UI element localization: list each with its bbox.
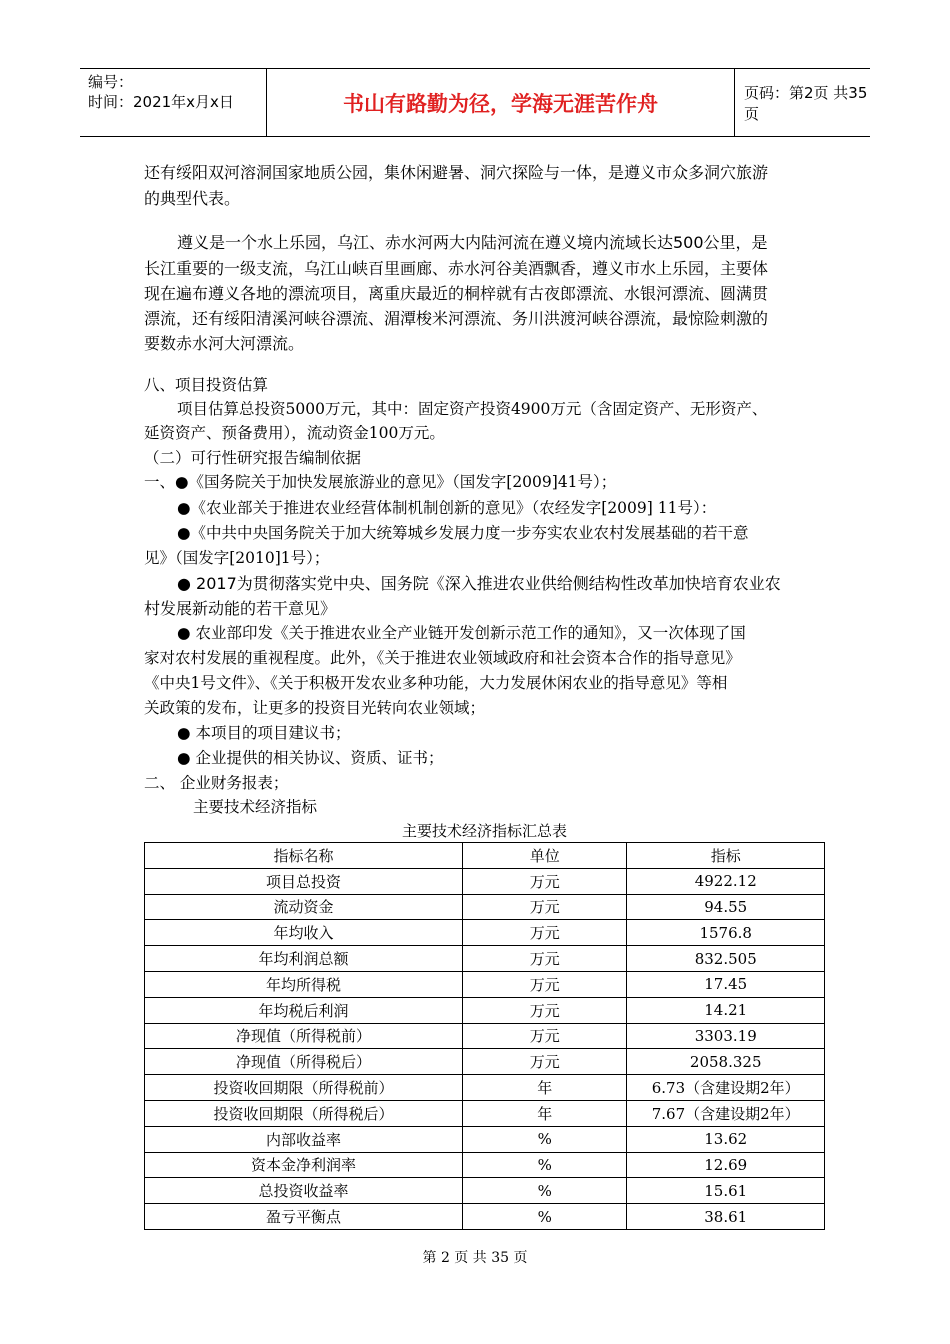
paragraph-line: 长江重要的一级支流，乌江山峡百里画廊、赤水河谷美酒飘香，遵义市水上乐园，主要体 xyxy=(144,259,769,278)
section-heading: 主要技术经济指标 xyxy=(193,798,318,816)
table-cell: 15.61 xyxy=(627,1178,825,1204)
table-cell: 3303.19 xyxy=(627,1023,825,1049)
table-cell: 万元 xyxy=(462,920,626,946)
paragraph-line: 还有绥阳双河溶洞国家地质公园，集休闲避暑、洞穴探险与一体，是遵义市众多洞穴旅游 xyxy=(144,163,769,182)
bullet-item: 一、●《国务院关于加快发展旅游业的意见》（国发字[2009]41号）； xyxy=(144,473,617,491)
table-row xyxy=(145,1100,825,1126)
column-header: 指标 xyxy=(627,843,825,869)
bullet-item: ● 企业提供的相关协议、资质、证书； xyxy=(177,749,444,767)
table-cell: 2058.325 xyxy=(627,1049,825,1075)
table-row xyxy=(145,971,825,997)
bullet-item: 《中央1号文件》、《关于积极开发农业多种功能，大力发展休闲农业的指导意见》等相 xyxy=(144,674,728,692)
table-cell: 年 xyxy=(462,1100,626,1126)
table-cell: % xyxy=(462,1126,626,1152)
table-cell: 净现值（所得税后） xyxy=(145,1049,463,1075)
table-cell: 1576.8 xyxy=(627,920,825,946)
section-heading: 二、 企业财务报表； xyxy=(144,774,289,792)
table-row xyxy=(145,1075,825,1101)
bullet-item: 关政策的发布，让更多的投资目光转向农业领域； xyxy=(144,699,486,717)
table-row xyxy=(145,920,825,946)
table-cell: 7.67（含建设期2年） xyxy=(627,1100,825,1126)
table-cell: % xyxy=(462,1152,626,1178)
table-row xyxy=(145,1023,825,1049)
table-cell: 万元 xyxy=(462,1023,626,1049)
table-cell: 年均利润总额 xyxy=(145,946,463,972)
table-cell: % xyxy=(462,1204,626,1230)
header-meta xyxy=(80,69,267,136)
bullet-item: ●《中共中央国务院关于加大统筹城乡发展力度一步夯实农业农村发展基础的若干意 xyxy=(177,524,749,542)
table-cell: 14.21 xyxy=(627,997,825,1023)
table-cell: 12.69 xyxy=(627,1152,825,1178)
bullet-item: ● 本项目的项目建议书； xyxy=(177,724,351,742)
document-number: 编号： xyxy=(88,73,134,91)
table-cell: 38.61 xyxy=(627,1204,825,1230)
paragraph-line: 现在遍布遵义各地的漂流项目，离重庆最近的桐梓就有古夜郎漂流、水银河漂流、圆满贯 xyxy=(144,284,769,303)
paragraph-line: 要数赤水河大河漂流。 xyxy=(144,334,305,353)
bullet-item: 家对农村发展的重视程度。此外，《关于推进农业领域政府和社会资本合作的指导意见》 xyxy=(144,649,741,667)
section-heading: 八、项目投资估算 xyxy=(144,376,269,394)
bullet-item: ● 农业部印发《关于推进农业全产业链开发创新示范工作的通知》，又一次体现了国 xyxy=(177,624,746,642)
table-row xyxy=(145,1126,825,1152)
table-cell: 项目总投资 xyxy=(145,868,463,894)
indicators-table xyxy=(144,842,825,1230)
table-cell: 13.62 xyxy=(627,1126,825,1152)
table-cell: 年均收入 xyxy=(145,920,463,946)
table-cell: % xyxy=(462,1178,626,1204)
table-caption: 主要技术经济指标汇总表 xyxy=(401,822,567,840)
table-cell: 万元 xyxy=(462,997,626,1023)
table-cell: 万元 xyxy=(462,971,626,997)
table-cell: 净现值（所得税前） xyxy=(145,1023,463,1049)
table-row xyxy=(145,868,825,894)
table-cell: 投资收回期限（所得税后） xyxy=(145,1100,463,1126)
table-cell: 内部收益率 xyxy=(145,1126,463,1152)
table-header-row xyxy=(145,843,825,869)
table-row xyxy=(145,946,825,972)
table-row xyxy=(145,1152,825,1178)
paragraph-line: 的典型代表。 xyxy=(144,189,241,208)
bullet-item: ● 2017为贯彻落实党中央、国务院《深入推进农业供给侧结构性改革加快培育农业农 xyxy=(177,574,781,593)
bullet-item: ●《农业部关于推进农业经营体制机制创新的意见》（农经发字[2009] 11号）： xyxy=(177,499,717,517)
paragraph-line: 延资资产、预备费用），流动资金100万元。 xyxy=(144,424,445,442)
table-cell: 盈亏平衡点 xyxy=(145,1204,463,1230)
table-cell: 万元 xyxy=(462,868,626,894)
page-footer: 第 2 页 共 35 页 xyxy=(422,1250,528,1266)
table-cell: 投资收回期限（所得税前） xyxy=(145,1075,463,1101)
table-row xyxy=(145,1049,825,1075)
table-cell: 年均税后利润 xyxy=(145,997,463,1023)
table-cell: 832.505 xyxy=(627,946,825,972)
table-cell: 万元 xyxy=(462,894,626,920)
bullet-item: 见》（国发字[2010]1号）； xyxy=(144,549,330,567)
table-row xyxy=(145,894,825,920)
table-cell: 资本金净利润率 xyxy=(145,1152,463,1178)
table-row xyxy=(145,997,825,1023)
table-cell: 总投资收益率 xyxy=(145,1178,463,1204)
table-cell: 年均所得税 xyxy=(145,971,463,997)
table-cell: 万元 xyxy=(462,1049,626,1075)
table-cell: 94.55 xyxy=(627,894,825,920)
table-cell: 年 xyxy=(462,1075,626,1101)
page-header xyxy=(80,68,870,137)
document-time: 时间：2021年x月x日 xyxy=(88,93,234,111)
column-header: 单位 xyxy=(462,843,626,869)
table-row xyxy=(145,1178,825,1204)
bullet-item: 村发展新动能的若干意见》 xyxy=(144,599,337,618)
table-cell: 流动资金 xyxy=(145,894,463,920)
section-heading: （二）可行性研究报告编制依据 xyxy=(144,449,362,467)
header-motto: 书山有路勤为径，学海无涯苦作舟 xyxy=(267,69,735,136)
paragraph-line: 遵义是一个水上乐园，乌江、赤水河两大内陆河流在遵义境内流域长达500公里，是 xyxy=(177,233,768,252)
column-header: 指标名称 xyxy=(145,843,463,869)
table-cell: 17.45 xyxy=(627,971,825,997)
header-page-number: 页码：第2页 共35页 xyxy=(744,83,868,123)
table-row xyxy=(145,1204,825,1230)
paragraph-line: 项目估算总投资5000万元，其中：固定资产投资4900万元（含固定资产、无形资产、 xyxy=(177,400,768,418)
paragraph-line: 漂流，还有绥阳清溪河峡谷漂流、湄潭梭米河漂流、务川洪渡河峡谷漂流，最惊险刺激的 xyxy=(144,309,769,328)
table-cell: 4922.12 xyxy=(627,868,825,894)
table-cell: 6.73（含建设期2年） xyxy=(627,1075,825,1101)
table-cell: 万元 xyxy=(462,946,626,972)
